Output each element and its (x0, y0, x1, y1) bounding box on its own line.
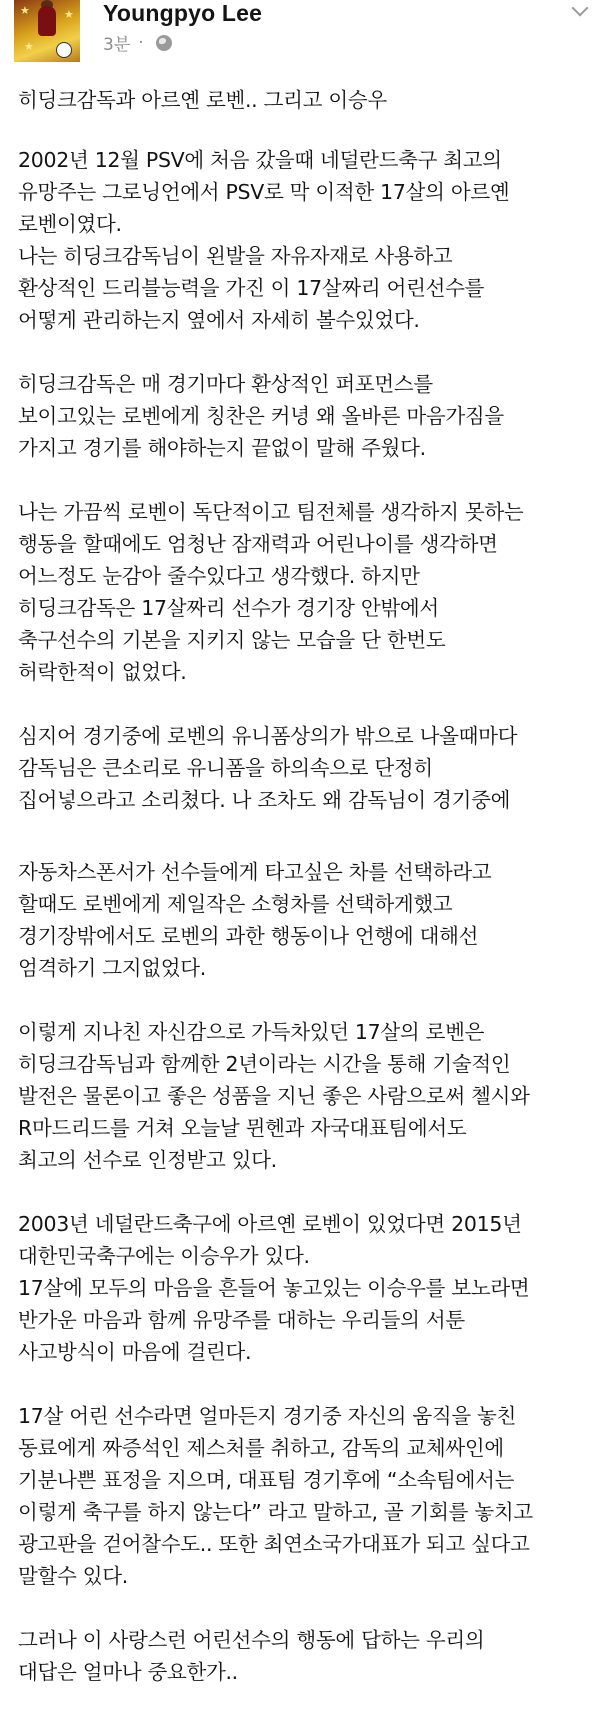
post-paragraph: 이렇게 지나친 자신감으로 가득차있던 17살의 로벤은 히딩크감독님과 함께한 2년이라는 시간을 통해 기술적인 발전은 물론이고 좋은 성품을 지닌 좋은 사람으로써 첼시와 R마드리드를 거쳐 오늘날 뮌헨과 자국대표팀에서도 최고의 선수로 인정받고 있다. (18, 1020, 530, 1172)
post-time[interactable]: 3분 (103, 35, 131, 55)
post-paragraph: 히딩크감독은 매 경기마다 환상적인 퍼포먼스를 보이고있는 로벤에게 칭찬은 커녕 왜 올바른 마음가짐을 가지고 경기를 해야하는지 끝없이 말해 주웠다. (18, 372, 504, 460)
post-paragraph: 나는 가끔씩 로벤이 독단적이고 팀전체를 생각하지 못하는 행동을 할때에도 엄청난 잠재력과 어린나이를 생각하면 어느정도 눈감아 줄수있다고 생각했다. 하지만 히딩크감독은 17살짜리 선수가 경기장 안밖에서 축구선수의 기본을 지키지 않는 모습을 단 한번도 허락한적이 없었다. (18, 500, 524, 684)
post-paragraph: 그러나 이 사랑스런 어린선수의 행동에 답하는 우리의 대답은 얼마나 중요한가.. (18, 1628, 485, 1684)
post-paragraph: 2003년 네덜란드축구에 아르옌 로벤이 있었다면 2015년 대한민국축구에는 이승우가 있다. 17살에 모두의 마음을 흔들어 놓고있는 이승우를 보노라면 반가운 마음과 함께 유망주를 대하는 우리들의 서툰 사고방식이 마음에 걸린다. (18, 1212, 530, 1364)
avatar[interactable]: ★ ★ ★ (14, 0, 80, 62)
author-name[interactable]: Youngpyo Lee (103, 0, 263, 26)
chevron-down-icon[interactable] (572, 0, 589, 16)
separator-dot: · (138, 32, 144, 53)
post-header (0, 0, 600, 70)
post-body (18, 84, 593, 1720)
post-paragraph-cut: 심지어 경기중에 로벤의 유니폼상의가 밖으로 나올때마다 감독님은 큰소리로 유니폼을 하의속으로 단정히 집어넣으라고 소리쳤다. 나 조차도 왜 감독님이 경기중에 (18, 724, 518, 812)
post-paragraph: 17살 어린 선수라면 얼마든지 경기중 자신의 움직을 놓친 동료에게 짜증석인 제스처를 취하고, 감독의 교체싸인에 기분나쁜 표정을 지으며, 대표팀 경기후에 “소속팀에서는 이렇게 축구를 하지 않는다” 라고 말하고, 골 기회를 놓치고 광고판을 걷어찰수도.. 또한 최연소국가대표가 되고 싶다고 말할수 있다. (18, 1404, 533, 1588)
post-meta (103, 30, 172, 55)
post-paragraph: 2002년 12월 PSV에 처음 갔을때 네덜란드축구 최고의 유망주는 그로닝언에서 PSV로 막 이적한 17살의 아르옌 로벤이였다. 나는 히딩크감독님이 왼발을 자유자재로 사용하고 환상적인 드리블능력을 가진 이 17살짜리 어린선수를 어떻게 관리하는지 옆에서 자세히 볼수있었다. (18, 148, 510, 332)
post-paragraph: 자동차스폰서가 선수들에게 타고싶은 차를 선택하라고 할때도 로벤에게 제일작은 소형차를 선택하게했고 경기장밖에서도 로벤의 과한 행동이나 언행에 대해선 엄격하기 그지없었다. (18, 860, 492, 980)
post-title: 히딩크감독과 아르옌 로벤.. 그리고 이승우 (18, 88, 387, 112)
globe-icon (156, 35, 172, 51)
